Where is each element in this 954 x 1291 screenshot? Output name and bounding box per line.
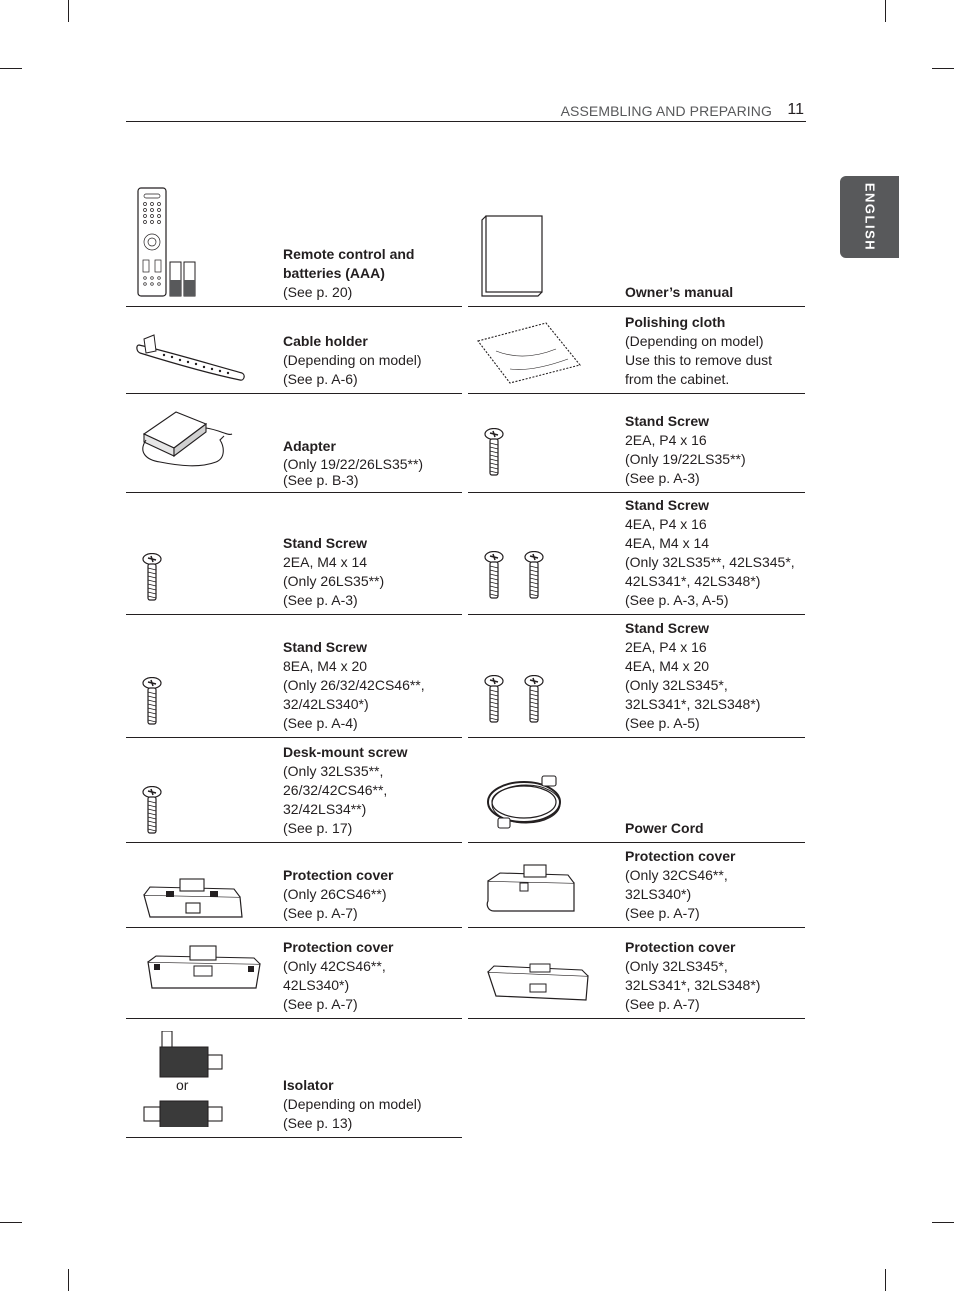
item-detail: 32LS341*, 32LS348*) [625,977,761,993]
item-description [283,332,463,389]
item-name: Stand Screw [283,639,368,655]
item-protection-cover-26 [126,843,462,928]
item-description [283,245,463,302]
item-detail: (Only 26/32/42CS46**, [283,677,425,693]
item-name: Protection cover [283,867,394,883]
header-rule [126,121,806,122]
or-label: or [176,1077,189,1093]
item-name: Protection cover [625,848,736,864]
item-name: Isolator [283,1077,334,1093]
item-stand-screw-m4x20 [126,615,462,738]
item-name: Owner’s manual [625,284,734,300]
crop-mark [0,1222,22,1223]
crop-mark [68,0,69,22]
crop-mark [885,0,886,22]
item-detail: from the cabinet. [625,371,730,387]
item-name: Desk-mount screw [283,744,408,760]
section-title: ASSEMBLING AND PREPARING [560,103,772,119]
item-detail: (See p. B-3) [283,472,359,488]
item-stand-screw-two-b [468,615,805,738]
item-stand-screw-p4 [468,394,805,493]
screw-icon [126,738,276,842]
item-detail: 2EA, P4 x 16 [625,639,707,655]
item-detail: 42LS340*) [283,977,350,993]
item-detail: 32/42LS34**) [283,801,367,817]
item-description [625,847,805,923]
item-name: Protection cover [283,939,394,955]
item-detail: (See p. A-7) [283,905,358,921]
item-description [625,496,805,610]
item-name: Remote control and batteries (AAA) [283,246,415,281]
item-adapter [126,394,462,493]
protection-cover-icon [126,928,276,1018]
item-detail: Use this to remove dust [625,352,773,368]
cable-holder-icon [126,307,276,393]
item-owners-manual [468,180,805,307]
item-detail: (See p. A-7) [625,905,700,921]
item-power-cord [468,738,805,843]
screw-icon [468,394,618,492]
item-description [625,619,805,733]
item-stand-screw-two [468,493,805,615]
item-detail: (See p. 17) [283,820,353,836]
item-detail: 26/32/42CS46**, [283,782,388,798]
item-protection-cover-32 [468,843,805,928]
item-detail: 2EA, M4 x 14 [283,554,368,570]
crop-mark [932,68,954,69]
protection-cover-icon [468,928,618,1018]
page-header [126,100,806,122]
item-detail: (See p. A-7) [625,996,700,1012]
protection-cover-icon [126,843,276,927]
crop-mark [0,68,22,69]
item-detail: (Only 42CS46**, [283,958,386,974]
cloth-icon [468,307,618,393]
item-name: Polishing cloth [625,314,726,330]
item-name: Power Cord [625,820,704,836]
item-detail: (Only 32LS345*, [625,677,728,693]
item-detail: (Only 32CS46**, [625,867,728,883]
item-polishing-cloth [468,307,805,394]
crop-mark [68,1269,69,1291]
item-detail: 4EA, M4 x 20 [625,658,710,674]
item-detail: (See p. A-3) [283,592,358,608]
item-protection-cover-42 [126,928,462,1019]
language-tab-label: ENGLISH [862,182,877,252]
adapter-icon [126,394,276,492]
item-description [625,819,805,838]
item-detail: 2EA, P4 x 16 [625,432,707,448]
item-description [625,412,805,488]
item-detail: (See p. A-7) [283,996,358,1012]
item-detail: (Only 32LS35**, [283,763,384,779]
item-detail: (See p. A-5) [625,715,700,731]
item-isolator [126,1019,462,1138]
language-tab [840,176,899,258]
remote-control-icon [126,180,276,306]
two-screws-icon [468,493,618,614]
item-detail: (See p. 13) [283,1115,353,1131]
item-name: Cable holder [283,333,368,349]
item-detail: (Depending on model) [283,1096,422,1112]
item-detail: (Depending on model) [625,333,764,349]
item-name: Stand Screw [625,413,710,429]
item-description [283,437,463,488]
item-detail: (Only 19/22LS35**) [625,451,746,467]
manual-icon [468,180,618,306]
item-detail: (See p. A-3) [625,470,700,486]
item-description [625,313,805,389]
item-detail: 32LS341*, 32LS348*) [625,696,761,712]
item-cable-holder [126,307,462,394]
power-cord-icon [468,738,618,842]
page-number: 11 [787,101,804,118]
item-description [283,866,463,923]
item-description [283,938,463,1014]
item-detail: 42LS341*, 42LS348*) [625,573,761,589]
item-detail: (Only 32LS35**, 42LS345*, [625,554,795,570]
item-stand-screw-m4x14 [126,493,462,615]
item-detail: (Only 32LS345*, [625,958,728,974]
item-detail: 32/42LS340*) [283,696,369,712]
two-screws-icon [468,615,618,737]
item-name: Stand Screw [625,497,710,513]
item-name: Stand Screw [625,620,710,636]
crop-mark [885,1269,886,1291]
item-detail: 4EA, M4 x 14 [625,535,710,551]
item-name: Protection cover [625,939,736,955]
item-detail: 8EA, M4 x 20 [283,658,368,674]
item-description [283,743,463,838]
item-description [625,283,805,302]
item-detail: (Only 26CS46**) [283,886,387,902]
item-detail: (Only 19/22/26LS35**) [283,456,424,472]
screw-icon [126,493,276,614]
item-name: Stand Screw [283,535,368,551]
item-detail: 4EA, P4 x 16 [625,516,707,532]
isolator-icon [126,1019,276,1137]
item-detail: (Depending on model) [283,352,422,368]
item-protection-cover-32ls345 [468,928,805,1019]
item-description [283,1076,463,1133]
item-detail: (See p. 20) [283,284,353,300]
item-description [283,638,463,733]
item-detail: (See p. A-4) [283,715,358,731]
item-desk-mount-screw [126,738,462,843]
item-description [283,534,463,610]
item-name: Adapter [283,438,336,454]
item-description [625,938,805,1014]
item-detail: (Only 26LS35**) [283,573,385,589]
item-remote-control [126,180,462,307]
item-detail: (See p. A-3, A-5) [625,592,729,608]
item-detail: 32LS340*) [625,886,692,902]
protection-cover-icon [468,843,618,927]
item-detail: (See p. A-6) [283,371,358,387]
screw-icon [126,615,276,737]
crop-mark [932,1222,954,1223]
